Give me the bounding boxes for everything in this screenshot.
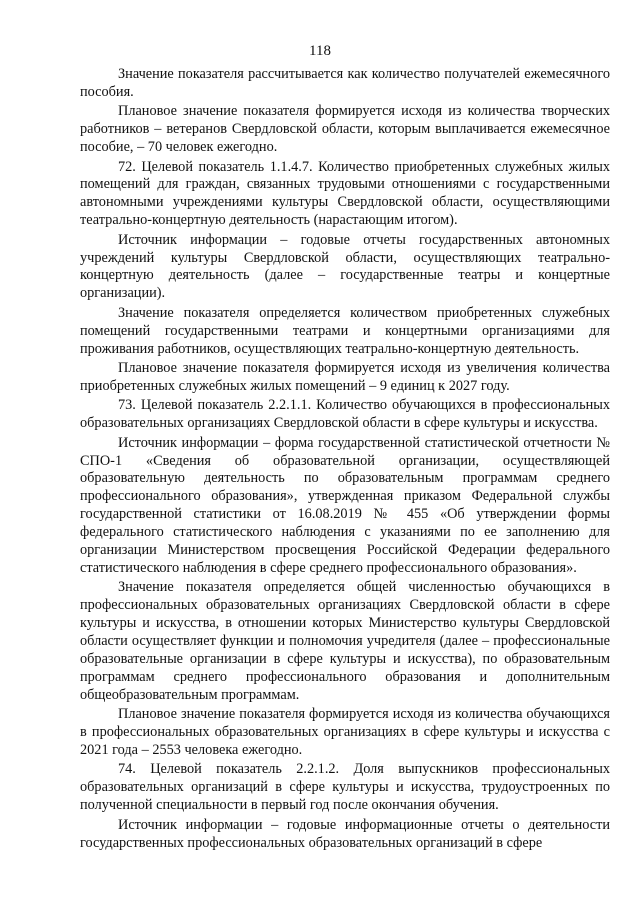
paragraph-source-theaters: Источник информации – годовые отчеты государственных автономных учреждений культуры Свердловской области, осуществляющих театрально-концертную деятельность (далее – государственные театры и концертные организации). [80,231,610,302]
document-body [80,66,610,852]
paragraph-value-housing: Значение показателя определяется количеством приобретенных служебных помещений государственными театрами и концертными организациями для проживания работников, осуществляющих театрально-концертную деятельность. [80,304,610,357]
paragraph-source-reports: Источник информации – годовые информационные отчеты о деятельности государственных профессиональных образовательных организаций в сфере [80,816,610,851]
page-number: 118 [309,43,331,59]
paragraph-value-students: Значение показателя определяется общей численностью обучающихся в профессиональных образовательных организациях Свердловской области в сфере культуры и искусства, в отношении которых Министерство культуры Свердловской области осуществляет функции и полномочия учредителя (далее – профессиональные образовательные организации в сфере культуры и искусства), по образовательным программам среднего профессионального образования и дополнительным общеобразовательным программам. [80,579,610,703]
paragraph-planned-value-housing: Плановое значение показателя формируется исходя из увеличения количества приобретенных служебных жилых помещений – 9 единиц к 2027 году. [80,360,610,394]
paragraph-source-spo1: Источник информации – форма государственной статистической отчетности № СПО-1 «Сведения об образовательной организации, осуществляющей образовательную деятельность по образовательным программам среднего профессионального образования», утвержденная приказом Федеральной службы государственной статистики от 16.08.2019 № 455 «Об утверждении формы федерального статистического наблюдения с указаниями по ее заполнению для организации Министерством просвещения Российской Федерации федерального статистического наблюдения в сфере среднего профессионального образования». [80,434,610,576]
paragraph-recipients-count: Значение показателя рассчитывается как количество получателей ежемесячного пособия. [80,66,610,100]
paragraph-planned-value-students: Плановое значение показателя формируется исходя из количества обучающихся в профессиональных образовательных организациях в сфере культуры и искусства с 2021 года – 2553 человека ежегодно. [80,706,610,759]
paragraph-planned-value-veterans: Плановое значение показателя формируется исходя из количества творческих работников – ветеранов Свердловской области, которым выплачивается ежемесячное пособие, – 70 человек ежегодно. [80,103,610,156]
paragraph-indicator-72: 72. Целевой показатель 1.1.4.7. Количество приобретенных служебных жилых помещений для граждан, связанных трудовыми отношениями с государственными автономными учреждениями культуры Свердловской области, осуществляющими театрально-концертную деятельность (нарастающим итогом). [80,158,610,229]
paragraph-indicator-74: 74. Целевой показатель 2.2.1.2. Доля выпускников профессиональных образовательных организаций в сфере культуры и искусства, трудоустроенных по полученной специальности в первый год после окончания обучения. [80,761,610,814]
paragraph-indicator-73: 73. Целевой показатель 2.2.1.1. Количество обучающихся в профессиональных образовательных организациях Свердловской области в сфере культуры и искусства. [80,397,610,432]
